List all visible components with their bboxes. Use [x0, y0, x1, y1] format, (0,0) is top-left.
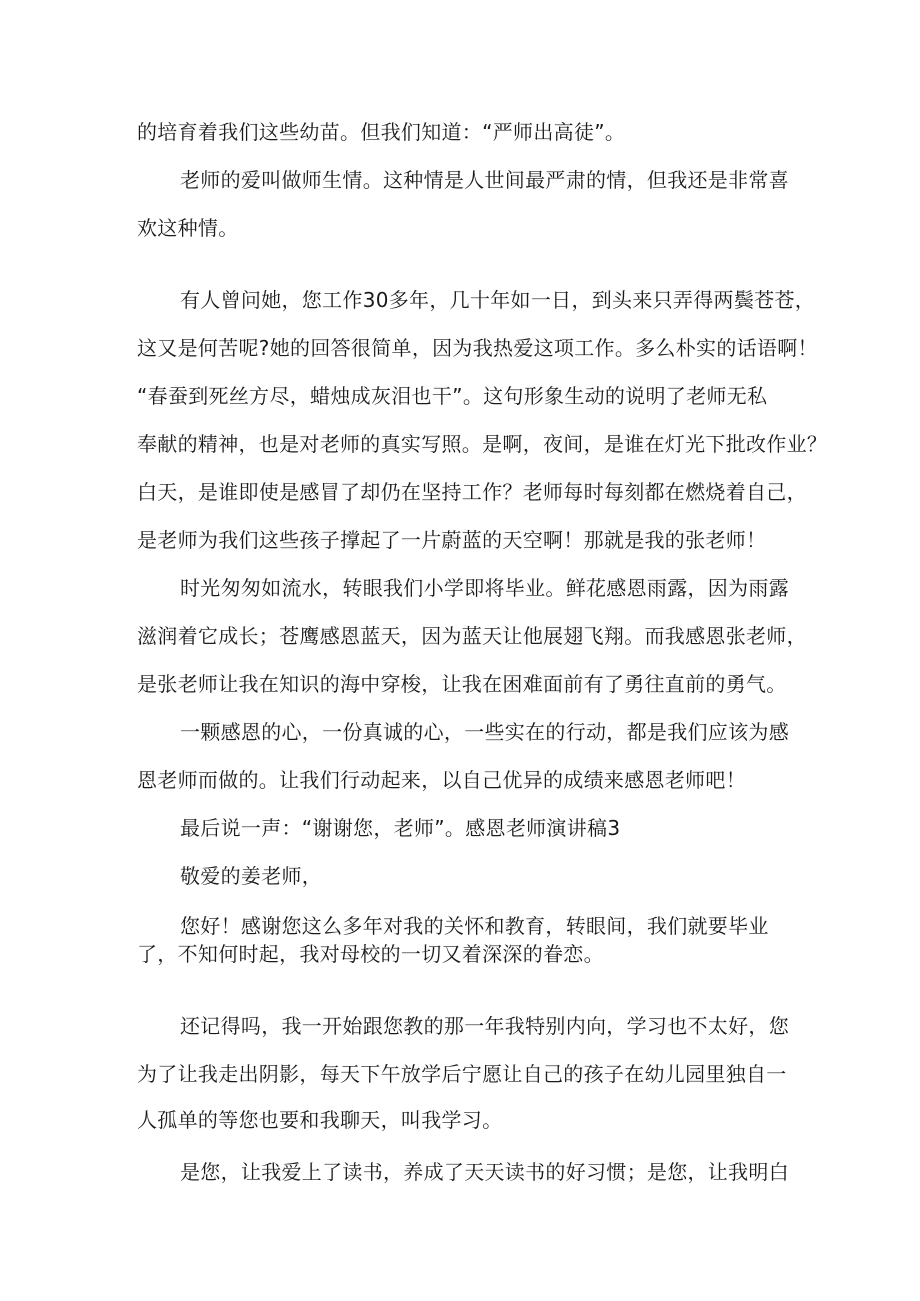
text-line: 是张老师让我在知识的海中穿梭，让我在困难面前有了勇往直前的勇气。 — [137, 672, 787, 696]
text-line: 白天，是谁即使是感冒了却仍在坚持工作？老师每时每刻都在燃烧着自己， — [137, 480, 807, 504]
text-line: 是老师为我们这些孩子撑起了一片蔚蓝的天空啊！那就是我的张老师！ — [137, 528, 767, 552]
text-line: 最后说一声：“谢谢您，老师”。感恩老师演讲稿3 — [180, 816, 621, 840]
text-line: 老师的爱叫做师生情。这种情是人世间最严肃的情，但我还是非常喜 — [180, 168, 789, 192]
text-line: 滋润着它成长；苍鹰感恩蓝天，因为蓝天让他展翅飞翔。而我感恩张老师， — [137, 624, 807, 648]
text-line: 有人曾问她，您工作30多年，几十年如一日，到头来只弄得两鬓苍苍， — [180, 288, 816, 312]
text-line: 欢这种情。 — [137, 216, 239, 240]
text-line: 奉献的精神，也是对老师的真实写照。是啊，夜间，是谁在灯光下批改作业？ — [137, 432, 828, 456]
text-line: 敬爱的姜老师， — [180, 864, 323, 888]
text-line: 了，不知何时起，我对母校的一切又着深深的眷恋。 — [137, 942, 604, 966]
text-line: 一颗感恩的心，一份真诚的心，一些实在的行动，都是我们应该为感 — [180, 720, 789, 744]
text-line: 时光匆匆如流水，转眼我们小学即将毕业。鲜花感恩雨露，因为雨露 — [180, 576, 789, 600]
text-line: 是您，让我爱上了读书，养成了天天读书的好习惯；是您，让我明白 — [180, 1160, 789, 1184]
text-line: “春蚕到死丝方尽，蜡烛成灰泪也干”。这句形象生动的说明了老师无私 — [137, 384, 768, 408]
text-line: 的培育着我们这些幼苗。但我们知道：“严师出高徒”。 — [137, 120, 626, 144]
text-line: 为了让我走出阴影，每天下午放学后宁愿让自己的孩子在幼儿园里独自一 — [137, 1062, 787, 1086]
text-line: 您好！感谢您这么多年对我的关怀和教育，转眼间，我们就要毕业 — [180, 914, 769, 938]
text-line: 这又是何苦呢?她的回答很简单，因为我热爱这项工作。多么朴实的话语啊！ — [137, 336, 818, 360]
text-line: 人孤单的等您也要和我聊天，叫我学习。 — [137, 1108, 503, 1132]
text-line: 恩老师而做的。让我们行动起来，以自己优异的成绩来感恩老师吧！ — [137, 768, 746, 792]
text-line: 还记得吗，我一开始跟您教的那一年我特别内向，学习也不太好，您 — [180, 1014, 789, 1038]
